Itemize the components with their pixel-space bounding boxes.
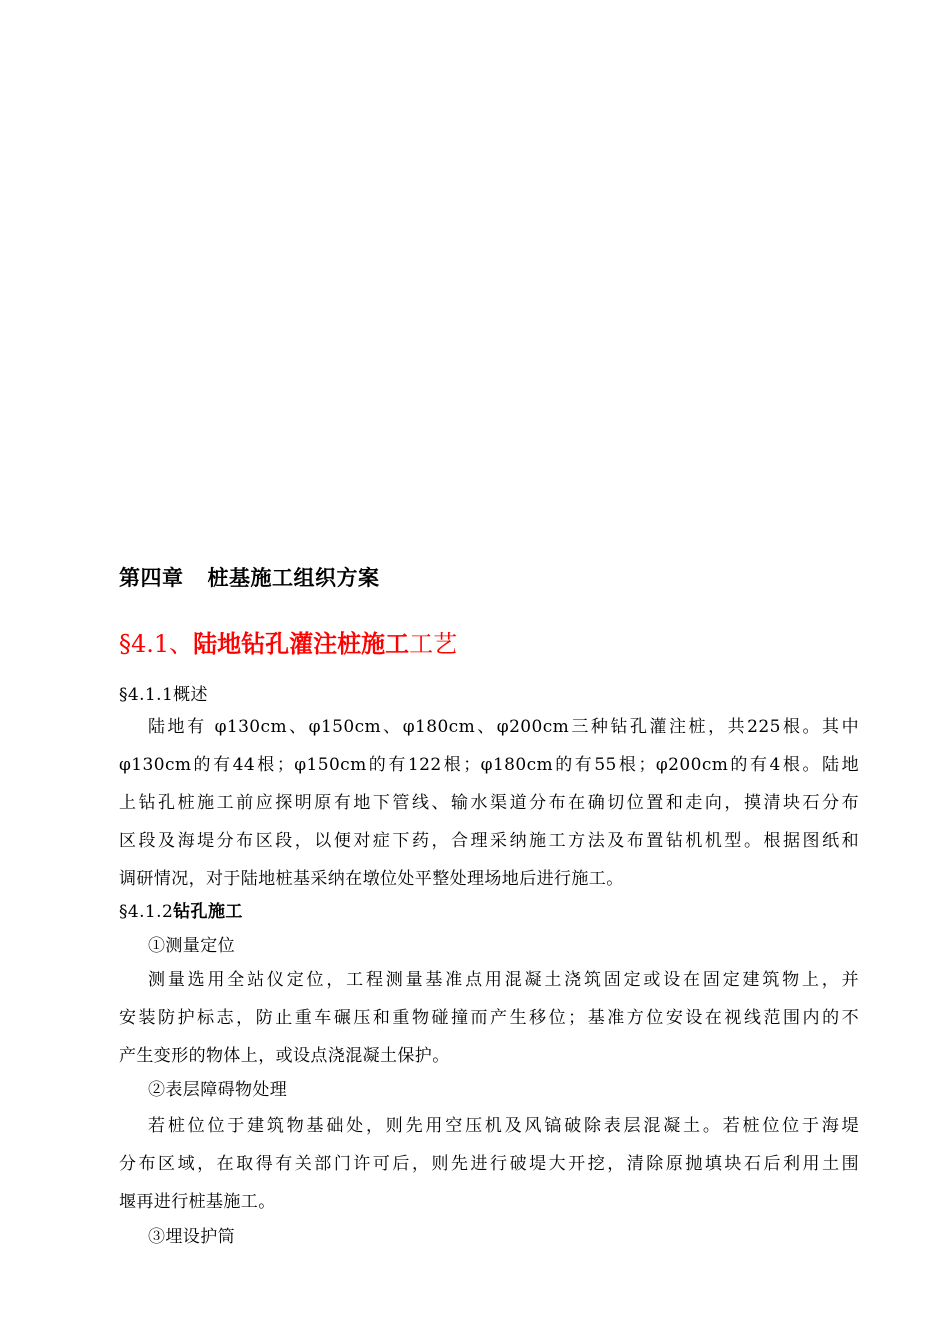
chapter-heading (119, 562, 380, 592)
subsection-number: §4.1.2 (119, 902, 174, 922)
paragraph-line: 安装防护标志，防止重车碾压和重物碰撞而产生移位；基准方位安设在视线范围内的不 (119, 1008, 859, 1028)
paragraph-line: 分布区域，在取得有关部门许可后，则先进行破堤大开挖，清除原抛填块石后利用土围 (119, 1154, 859, 1174)
section-heading (119, 624, 457, 659)
section-title-tail: 工艺 (409, 630, 458, 658)
paragraph-line: 堰再进行桩基施工。 (119, 1192, 276, 1212)
paragraph-line: φ130cm的有44根；φ150cm的有122根；φ180cm的有55根；φ200cm的有4根。陆地 (119, 755, 859, 775)
section-number: §4.1、 (119, 630, 194, 658)
paragraph-line: 若桩位位于建筑物基础处，则先用空压机及风镐破除表层混凝土。若桩位位于海堤 (148, 1116, 859, 1136)
chapter-number: 第四章 (119, 566, 184, 590)
subsection-title: 钻孔施工 (173, 902, 243, 922)
item-label-obstacle: ②表层障碍物处理 (148, 1080, 288, 1100)
paragraph-line: 调研情况，对于陆地桩基采纳在墩位处平整处理场地后进行施工。 (119, 869, 624, 889)
paragraph-line: 区段及海堤分布区段，以便对症下药，合理采纳施工方法及布置钻机机型。根据图纸和 (119, 831, 859, 851)
subsection-heading-overview: §4.1.1概述 (119, 685, 208, 705)
section-title-bold: 陆地钻孔灌注桩施工 (193, 630, 410, 658)
item-label-casing: ③埋设护筒 (148, 1227, 235, 1247)
paragraph-line: 陆地有 φ130cm、φ150cm、φ180cm、φ200cm三种钻孔灌注桩，共225根。其中 (148, 717, 859, 737)
paragraph-line: 测量选用全站仪定位，工程测量基准点用混凝土浇筑固定或设在固定建筑物上，并 (148, 970, 859, 990)
paragraph-line: 上钻孔桩施工前应探明原有地下管线、输水渠道分布在确切位置和走向，摸清块石分布 (119, 793, 859, 813)
item-label-survey: ①测量定位 (148, 936, 235, 956)
subsection-heading-drilling (119, 897, 859, 922)
chapter-title: 桩基施工组织方案 (207, 566, 380, 590)
paragraph-line: 产生变形的物体上，或设点浇混凝土保护。 (119, 1046, 450, 1066)
